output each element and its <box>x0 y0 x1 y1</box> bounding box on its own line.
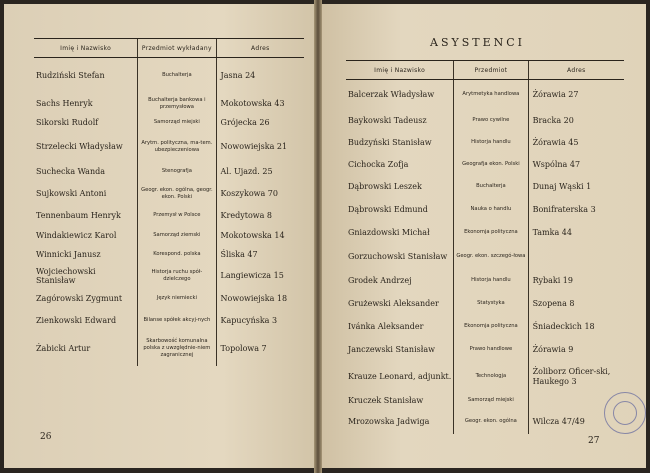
cell-address: Wspólna 47 <box>528 154 624 176</box>
cell-subject: Geografja ekon. Polski <box>454 154 528 176</box>
assistants-table <box>346 60 624 434</box>
cell-subject: Historja handlu <box>454 132 528 154</box>
cell-name: Krauze Leonard, adjunkt. <box>348 372 452 381</box>
cell-name: Kruczek Stanisław <box>348 396 424 405</box>
table-row <box>346 244 624 270</box>
table-row <box>346 410 624 434</box>
table-row <box>34 94 304 114</box>
table-row <box>34 246 304 264</box>
cell-name: Zagórowski Zygmunt <box>36 294 123 303</box>
cell-address: Koszykowa 70 <box>216 182 304 206</box>
cell-name: Winnicki Janusz <box>36 250 101 259</box>
table-row <box>34 132 304 162</box>
cell-subject: Buchalterja bankowa i przemysłowa <box>138 94 216 114</box>
table-row <box>346 222 624 244</box>
cell-address: Żórawia 45 <box>528 132 624 154</box>
cell-address: Żórawia 9 <box>528 338 624 362</box>
cell-subject: Korespond. polska <box>138 246 216 264</box>
cell-name: Windakiewicz Karol <box>36 231 117 240</box>
cell-name: Baykowski Tadeusz <box>348 116 427 125</box>
cell-subject: Arytm. polityczna, ma-tem. ubezpieczeniowa <box>138 132 216 162</box>
table-row <box>346 338 624 362</box>
cell-subject: Buchalterja <box>454 176 528 198</box>
table-row <box>34 310 304 332</box>
cell-subject: Geogr. ekon. ogólna, geogr. ekon. Polski <box>138 182 216 206</box>
table-row <box>346 198 624 222</box>
cell-subject: Buchalterja <box>138 58 216 94</box>
table-row <box>346 154 624 176</box>
table-row <box>346 80 624 110</box>
cell-name: Rudziński Stefan <box>36 71 105 81</box>
cell-subject: Geogr. ekon. ogólna <box>454 410 528 434</box>
table-row <box>34 264 304 288</box>
cell-name: Sachs Henryk <box>36 99 93 108</box>
cell-subject: Samorząd ziemski <box>138 226 216 246</box>
cell-subject: Samorząd miejski <box>454 392 528 410</box>
cell-name: Dąbrowski Leszek <box>348 182 422 191</box>
table-header-row <box>346 61 624 80</box>
cell-subject: Prawo cywilne <box>454 110 528 132</box>
cell-address: Tamka 44 <box>528 222 624 244</box>
cell-address: Mokotowska 43 <box>216 94 304 114</box>
cell-address: Langiewicza 15 <box>216 264 304 288</box>
cell-subject: Historja ruchu spół-dzielczego <box>138 264 216 288</box>
library-stamp-inner <box>613 401 637 425</box>
cell-subject: Stenografja <box>138 162 216 182</box>
cell-name: Ivánka Aleksander <box>348 322 424 331</box>
cell-subject: Przemysł w Polsce <box>138 206 216 226</box>
page-number-right: 27 <box>588 436 600 446</box>
cell-subject: Arytmetyka handlowa <box>454 80 528 110</box>
table-row <box>346 132 624 154</box>
table-row <box>34 332 304 366</box>
cell-address: Żórawia 27 <box>528 80 624 110</box>
cell-name: Mrozowska Jadwiga <box>348 417 430 426</box>
cell-subject: Bilanse spółek akcyj-nych <box>138 310 216 332</box>
cell-address: Żoliborz Oficer-ski, Haukego 3 <box>528 362 624 392</box>
column-header-address: Adres <box>528 61 624 80</box>
assistants-table-body <box>346 80 624 434</box>
lecturers-table-body <box>34 58 304 366</box>
cell-address: Śliska 47 <box>216 246 304 264</box>
cell-address: Jasna 24 <box>216 58 304 94</box>
cell-subject: Prawo handlowe <box>454 338 528 362</box>
cell-name: Sujkowski Antoni <box>36 189 107 198</box>
library-stamp <box>604 392 646 434</box>
cell-name: Wojciechowski Stanisław <box>36 266 96 285</box>
table-row <box>346 392 624 410</box>
cell-name: Gorzuchowski Stanisław <box>348 252 448 261</box>
cell-address: Śniadeckich 18 <box>528 316 624 338</box>
cell-subject: Skarbowość komunalna polska z uwzględnie-niem zagranicznej <box>138 332 216 366</box>
cell-name: Grodek Andrzej <box>348 276 412 285</box>
cell-name: Budzyński Stanisław <box>348 138 432 147</box>
table-row <box>346 362 624 392</box>
cell-name: Strzelecki Władysław <box>36 142 123 151</box>
cell-address <box>528 244 624 270</box>
table-row <box>34 114 304 132</box>
cell-address: Bracka 20 <box>528 110 624 132</box>
cell-subject: Historja handlu <box>454 270 528 292</box>
cell-address: Topolowa 7 <box>216 332 304 366</box>
cell-address: Kredytowa 8 <box>216 206 304 226</box>
table-header-row <box>34 39 304 58</box>
cell-subject: Geogr. ekon. szczegó-łowa <box>454 244 528 270</box>
cell-name: Suchecka Wanda <box>36 167 105 176</box>
table-row <box>346 292 624 316</box>
table-row <box>34 58 304 94</box>
cell-name: Tennenbaum Henryk <box>36 211 121 220</box>
cell-subject: Ekonomja polityczna <box>454 222 528 244</box>
cell-address: Mokotowska 14 <box>216 226 304 246</box>
cell-subject: Samorząd miejski <box>138 114 216 132</box>
cell-subject: Statystyka <box>454 292 528 316</box>
cell-name: Gniazdowski Michał <box>348 228 430 237</box>
cell-address: Szopena 8 <box>528 292 624 316</box>
cell-subject: Nauka o handlu <box>454 198 528 222</box>
page-number-left: 26 <box>40 432 52 442</box>
book-gutter <box>314 0 322 473</box>
cell-name: Zienkowski Edward <box>36 316 117 325</box>
column-header-address: Adres <box>216 39 304 58</box>
cell-subject: Technologja <box>454 362 528 392</box>
cell-address: Dunaj Wąski 1 <box>528 176 624 198</box>
cell-name: Cichocka Zofja <box>348 160 409 169</box>
column-header-name: Imię i Nazwisko <box>34 39 138 58</box>
cell-name: Dąbrowski Edmund <box>348 205 428 214</box>
column-header-subject: Przedmiot <box>454 61 528 80</box>
cell-address: Al. Ujazd. 25 <box>216 162 304 182</box>
cell-name: Grużewski Aleksander <box>348 299 439 308</box>
cell-subject: Język niemiecki <box>138 288 216 310</box>
table-row <box>346 316 624 338</box>
lecturers-table <box>34 38 304 366</box>
cell-name: Janczewski Stanisław <box>348 345 435 354</box>
page-title: ASYSTENCI <box>430 36 526 49</box>
cell-name: Sikorski Rudolf <box>36 118 99 127</box>
table-row <box>34 206 304 226</box>
cell-name: Balcerzak Władysław <box>348 90 435 100</box>
table-row <box>34 182 304 206</box>
cell-address: Nowowiejska 21 <box>216 132 304 162</box>
table-row <box>346 270 624 292</box>
cell-address: Grójecka 26 <box>216 114 304 132</box>
table-row <box>34 226 304 246</box>
cell-subject: Ekonomja polityczna <box>454 316 528 338</box>
cell-address: Nowowiejska 18 <box>216 288 304 310</box>
column-header-name: Imię i Nazwisko <box>346 61 454 80</box>
cell-address: Rybaki 19 <box>528 270 624 292</box>
table-row <box>34 288 304 310</box>
cell-address: Wilcza 47/49 <box>528 410 624 434</box>
cell-name: Żabicki Artur <box>36 344 91 353</box>
cell-address: Kapucyńska 3 <box>216 310 304 332</box>
table-row <box>34 162 304 182</box>
table-row <box>346 110 624 132</box>
cell-address: Bonifraterska 3 <box>528 198 624 222</box>
column-header-subject: Przedmiot wykładany <box>138 39 216 58</box>
table-row <box>346 176 624 198</box>
